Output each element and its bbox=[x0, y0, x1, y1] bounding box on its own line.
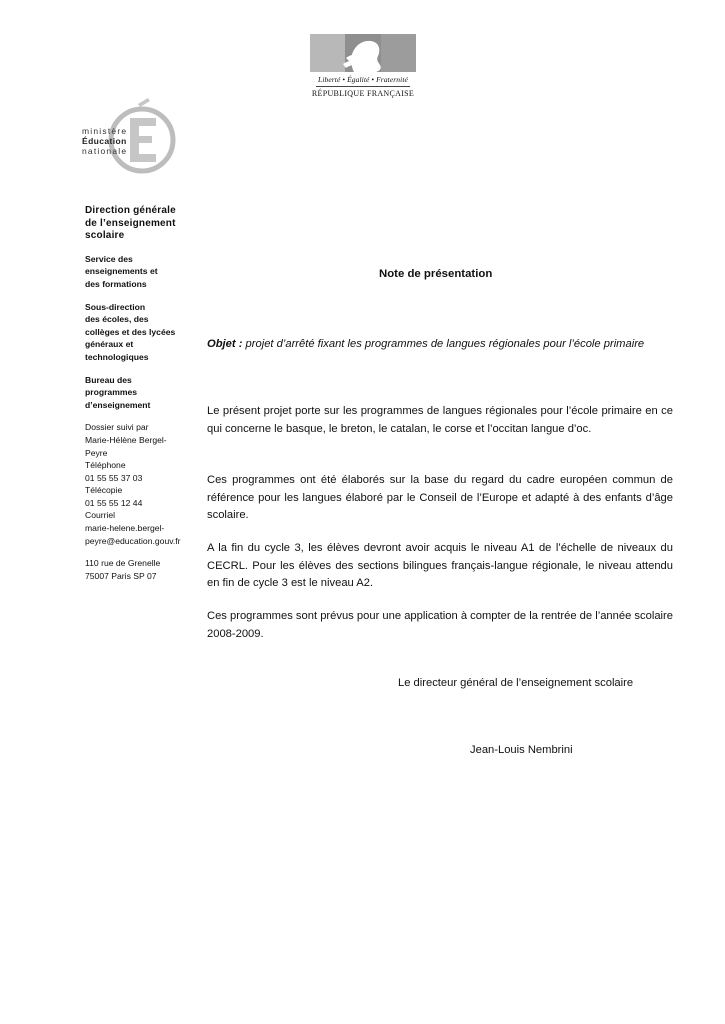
email-address: peyre@education.gouv.fr bbox=[85, 535, 181, 546]
service-line: des formations bbox=[85, 278, 147, 289]
service-line: enseignements et bbox=[85, 266, 158, 277]
contact-line: Téléphone bbox=[85, 460, 126, 471]
signatory-title: Le directeur général de l’enseignement scolaire bbox=[398, 677, 634, 689]
address-block bbox=[85, 557, 197, 582]
bureau-line: d’enseignement bbox=[85, 399, 151, 410]
contact-line: Peyre bbox=[85, 447, 108, 458]
republique-francaise-logo bbox=[310, 34, 416, 98]
phone-number: 01 55 55 37 03 bbox=[85, 472, 143, 483]
objet-text: projet d’arrêté fixant les programmes de langues régionales pour l’école primaire bbox=[242, 338, 645, 350]
sender-sidebar bbox=[85, 205, 197, 592]
objet-label: Objet : bbox=[207, 338, 243, 350]
service-block bbox=[85, 253, 197, 291]
body-paragraph: Le présent projet porte sur les programmes de langues régionales pour l’école primaire en ce qui concerne le basque, le breton, le catalan, le corse et l’occitan langue d’oc. bbox=[207, 405, 673, 435]
body-paragraph: A la fin du cycle 3, les élèves devront avoir acquis le niveau A1 de l’échelle de niveaux du CECRL. Pour les élèves des sections bilingues français-langue régionale, le niveau attendu en fin de cycle 3 est le niveau A2. bbox=[207, 542, 673, 589]
direction-line: Direction générale bbox=[85, 205, 176, 216]
sous-direction-line: collèges et des lycées bbox=[85, 326, 176, 337]
contact-line: Marie-Hélène Bergel- bbox=[85, 434, 167, 445]
republic-motto: Liberté • Égalité • Fraternité bbox=[318, 75, 408, 84]
ministry-logo bbox=[82, 98, 178, 176]
bureau-line: Bureau des bbox=[85, 374, 132, 385]
address-line: 75007 Paris SP 07 bbox=[85, 570, 157, 581]
sous-direction-line: généraux et bbox=[85, 339, 134, 350]
ministry-word: ministère bbox=[82, 126, 128, 136]
signatory-name: Jean-Louis Nembrini bbox=[470, 744, 573, 756]
bureau-line: programmes bbox=[85, 387, 138, 398]
fax-number: 01 55 55 12 44 bbox=[85, 497, 143, 508]
contact-line: Courriel bbox=[85, 510, 116, 521]
nationale-word: nationale bbox=[82, 146, 128, 156]
sous-direction-line: des écoles, des bbox=[85, 314, 149, 325]
sous-direction-block bbox=[85, 301, 197, 364]
marianne-emblem-icon bbox=[310, 34, 416, 72]
contact-line: Télécopie bbox=[85, 485, 123, 496]
contact-block bbox=[85, 421, 197, 547]
contact-line: Dossier suivi par bbox=[85, 422, 149, 433]
direction-line: de l’enseignement bbox=[85, 217, 176, 229]
objet-line bbox=[207, 336, 673, 354]
sous-direction-line: technologiques bbox=[85, 351, 149, 362]
address-line: 110 rue de Grenelle bbox=[85, 558, 161, 569]
education-word: Éducation bbox=[82, 136, 127, 146]
republic-name: RÉPUBLIQUE FRANÇAISE bbox=[311, 89, 415, 98]
body-paragraph: Ces programmes sont prévus pour une application à compter de la rentrée de l’année scolaire 2008-2009. bbox=[207, 610, 673, 640]
service-line: Service des bbox=[85, 253, 133, 264]
direction-block bbox=[85, 205, 197, 243]
sous-direction-line: Sous-direction bbox=[85, 301, 146, 312]
ministry-logo-text bbox=[82, 126, 127, 156]
logo-divider bbox=[316, 86, 410, 87]
direction-line: scolaire bbox=[85, 230, 125, 242]
document-title: Note de présentation bbox=[379, 268, 493, 280]
bureau-block bbox=[85, 374, 197, 412]
email-address: marie-helene.bergel- bbox=[85, 523, 165, 534]
body-paragraph: Ces programmes ont été élaborés sur la base du regard du cadre européen commun de référence pour les langues élaboré par le Conseil de l’Europe et adapté à des enfants d’âge scolaire. bbox=[207, 474, 673, 521]
